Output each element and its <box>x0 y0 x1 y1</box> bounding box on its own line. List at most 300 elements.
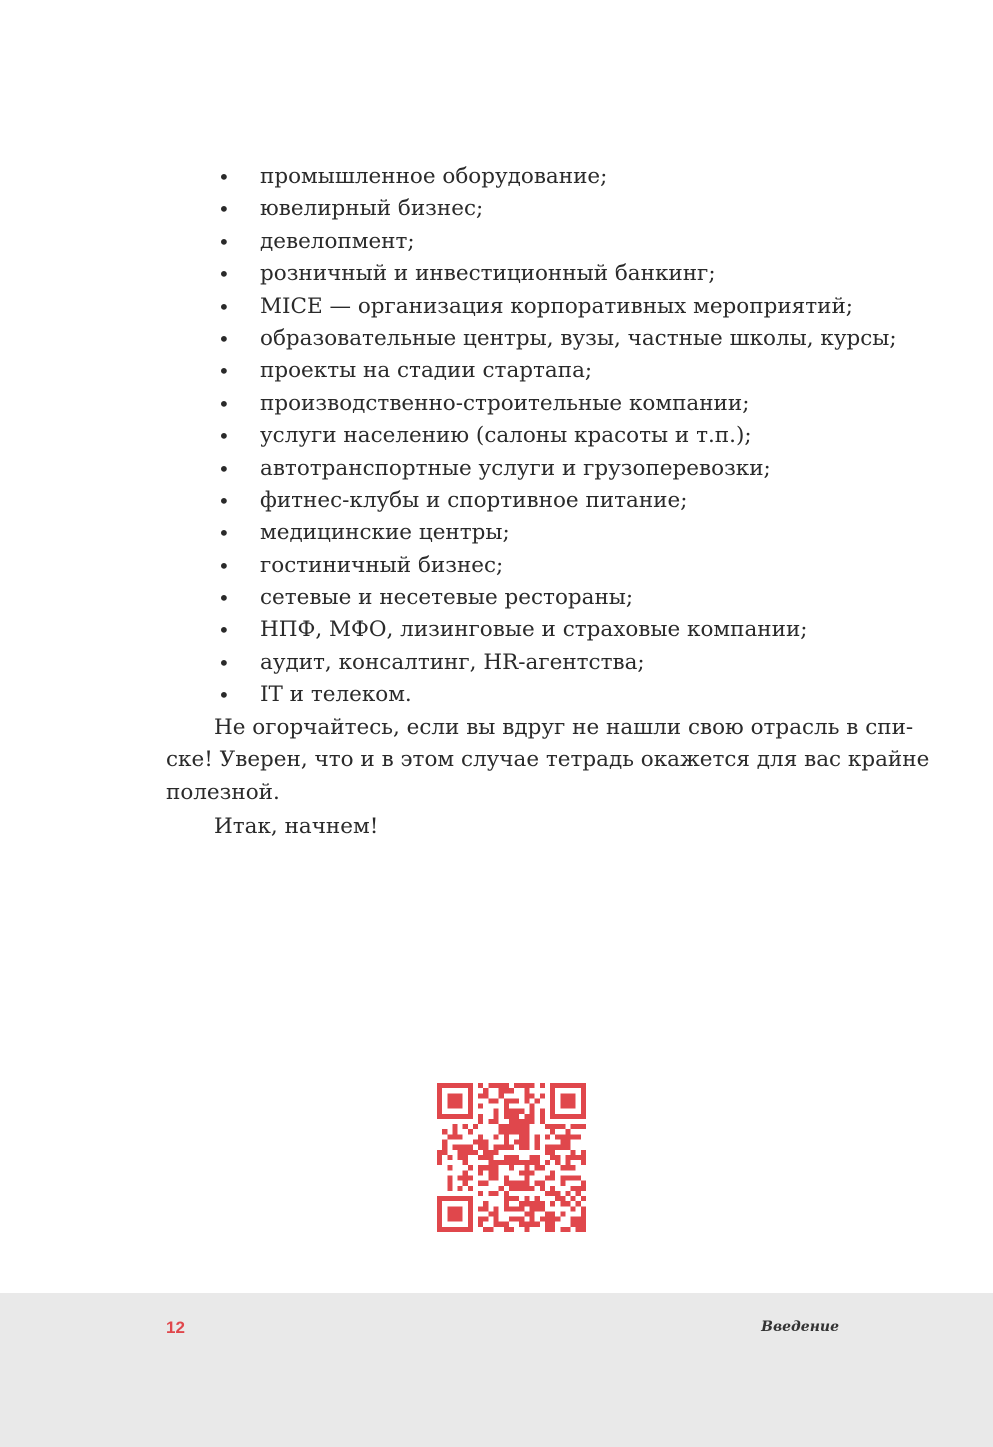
qr-module <box>478 1140 483 1145</box>
qr-module <box>529 1201 534 1206</box>
qr-module <box>535 1098 540 1103</box>
qr-module <box>581 1227 586 1232</box>
qr-module <box>524 1088 529 1093</box>
bullet: • <box>218 683 230 708</box>
qr-module <box>504 1201 509 1206</box>
qr-module <box>468 1104 473 1109</box>
qr-module <box>519 1206 524 1211</box>
qr-module <box>560 1104 565 1109</box>
qr-module <box>442 1083 447 1088</box>
qr-module <box>565 1227 570 1232</box>
paragraph-line: полезной. <box>166 779 280 805</box>
qr-module <box>437 1217 442 1222</box>
qr-module <box>581 1088 586 1093</box>
qr-module <box>442 1150 447 1155</box>
qr-module <box>524 1201 529 1206</box>
qr-module <box>560 1196 565 1201</box>
qr-module <box>540 1093 545 1098</box>
qr-module <box>550 1222 555 1227</box>
qr-module <box>514 1217 519 1222</box>
qr-module <box>478 1114 483 1119</box>
qr-module <box>560 1134 565 1139</box>
qr-module <box>509 1181 514 1186</box>
page-number: 12 <box>166 1318 185 1337</box>
qr-module <box>442 1196 447 1201</box>
list-item-text: образовательные центры, вузы, частные школы, курсы; <box>260 325 897 351</box>
qr-module <box>494 1170 499 1175</box>
list-item-text: автотранспортные услуги и грузоперевозки; <box>260 455 771 481</box>
qr-module <box>581 1222 586 1227</box>
qr-module <box>565 1104 570 1109</box>
qr-module <box>452 1083 457 1088</box>
qr-module <box>463 1114 468 1119</box>
qr-module <box>529 1217 534 1222</box>
qr-module <box>581 1206 586 1211</box>
qr-module <box>483 1140 488 1145</box>
bullet: • <box>218 553 230 578</box>
qr-module <box>514 1140 519 1145</box>
bullet: • <box>218 618 230 643</box>
qr-module <box>524 1083 529 1088</box>
qr-module <box>524 1119 529 1124</box>
lets-begin-paragraph <box>166 811 842 843</box>
list-item-text: гостиничный бизнес; <box>260 552 504 578</box>
qr-module <box>560 1098 565 1103</box>
qr-module <box>488 1175 493 1180</box>
qr-module <box>437 1201 442 1206</box>
qr-module <box>540 1165 545 1170</box>
qr-module <box>565 1134 570 1139</box>
list-item-text: сетевые и несетевые рестораны; <box>260 585 634 611</box>
qr-module <box>565 1191 570 1196</box>
qr-module <box>529 1170 534 1175</box>
qr-module <box>581 1181 586 1186</box>
qr-module <box>447 1227 452 1232</box>
qr-module <box>535 1145 540 1150</box>
qr-module <box>576 1217 581 1222</box>
qr-module <box>488 1165 493 1170</box>
bullet: • <box>218 521 230 546</box>
qr-module <box>437 1093 442 1098</box>
qr-module <box>550 1129 555 1134</box>
qr-module <box>483 1181 488 1186</box>
bullet: • <box>218 262 230 287</box>
qr-module <box>494 1175 499 1180</box>
list-item <box>214 582 854 614</box>
qr-module <box>555 1083 560 1088</box>
list-item <box>214 226 854 258</box>
qr-module <box>571 1217 576 1222</box>
bullet: • <box>218 456 230 481</box>
qr-module <box>437 1206 442 1211</box>
qr-module <box>514 1206 519 1211</box>
qr-module <box>437 1160 442 1165</box>
list-item <box>214 193 854 225</box>
qr-module <box>504 1196 509 1201</box>
qr-module <box>463 1160 468 1165</box>
qr-module <box>458 1134 463 1139</box>
paragraph-line: ске! Уверен, что и в этом случае тетрадь окажется для вас крайне <box>166 747 930 773</box>
qr-module <box>571 1186 576 1191</box>
qr-module <box>509 1160 514 1165</box>
qr-module <box>571 1104 576 1109</box>
qr-module <box>504 1109 509 1114</box>
qr-module <box>519 1119 524 1124</box>
qr-module <box>458 1098 463 1103</box>
qr-module <box>478 1119 483 1124</box>
qr-module <box>550 1191 555 1196</box>
qr-module <box>442 1145 447 1150</box>
qr-module <box>581 1098 586 1103</box>
qr-module <box>504 1083 509 1088</box>
qr-module <box>535 1134 540 1139</box>
qr-module <box>447 1155 452 1160</box>
qr-module <box>514 1181 519 1186</box>
qr-module <box>494 1114 499 1119</box>
qr-module <box>545 1227 550 1232</box>
qr-module <box>565 1201 570 1206</box>
qr-module <box>509 1124 514 1129</box>
qr-module <box>463 1124 468 1129</box>
qr-module <box>571 1134 576 1139</box>
bullet: • <box>218 586 230 611</box>
qr-module <box>494 1211 499 1216</box>
qr-module <box>509 1098 514 1103</box>
qr-module <box>509 1155 514 1160</box>
qr-module <box>447 1186 452 1191</box>
qr-module <box>468 1145 473 1150</box>
qr-module <box>545 1222 550 1227</box>
qr-module <box>535 1206 540 1211</box>
qr-module <box>545 1217 550 1222</box>
qr-module <box>494 1222 499 1227</box>
qr-module <box>550 1186 555 1191</box>
qr-module <box>514 1098 519 1103</box>
qr-module <box>550 1124 555 1129</box>
qr-module <box>550 1211 555 1216</box>
qr-module <box>524 1165 529 1170</box>
qr-module <box>494 1150 499 1155</box>
qr-module <box>555 1124 560 1129</box>
qr-module <box>545 1145 550 1150</box>
qr-module <box>529 1104 534 1109</box>
qr-module <box>463 1145 468 1150</box>
qr-module <box>524 1175 529 1180</box>
qr-module <box>514 1124 519 1129</box>
qr-module <box>545 1124 550 1129</box>
list-item <box>214 679 854 711</box>
qr-module <box>550 1114 555 1119</box>
qr-module <box>519 1129 524 1134</box>
qr-module <box>519 1124 524 1129</box>
qr-module <box>499 1129 504 1134</box>
list-item-text: производственно-строительные компании; <box>260 390 750 416</box>
qr-module <box>452 1217 457 1222</box>
qr-module <box>560 1211 565 1216</box>
qr-module <box>581 1217 586 1222</box>
list-item <box>214 614 854 646</box>
qr-module <box>514 1196 519 1201</box>
qr-module <box>452 1124 457 1129</box>
qr-module <box>540 1083 545 1088</box>
list-item-text: медицинские центры; <box>260 520 510 546</box>
qr-module <box>458 1150 463 1155</box>
qr-module <box>458 1145 463 1150</box>
page-footer <box>0 1293 993 1447</box>
qr-module <box>555 1160 560 1165</box>
qr-module <box>555 1217 560 1222</box>
qr-module <box>463 1083 468 1088</box>
qr-module <box>550 1155 555 1160</box>
qr-module <box>494 1145 499 1150</box>
qr-module <box>442 1227 447 1232</box>
qr-module <box>565 1098 570 1103</box>
bullet: • <box>218 359 230 384</box>
qr-module <box>468 1222 473 1227</box>
qr-module <box>437 1196 442 1201</box>
qr-module <box>571 1196 576 1201</box>
qr-module <box>571 1222 576 1227</box>
qr-module <box>452 1206 457 1211</box>
qr-module <box>529 1119 534 1124</box>
qr-module <box>478 1191 483 1196</box>
qr-module <box>458 1155 463 1160</box>
qr-module <box>483 1150 488 1155</box>
qr-module <box>571 1083 576 1088</box>
qr-module <box>519 1083 524 1088</box>
bullet: • <box>218 326 230 351</box>
qr-module <box>560 1140 565 1145</box>
qr-module <box>545 1191 550 1196</box>
list-item <box>214 517 854 549</box>
qr-module <box>555 1155 560 1160</box>
bullet: • <box>218 488 230 513</box>
qr-module <box>504 1129 509 1134</box>
qr-module <box>458 1175 463 1180</box>
qr-module <box>529 1155 534 1160</box>
qr-module <box>571 1175 576 1180</box>
qr-module <box>447 1175 452 1180</box>
qr-module <box>494 1109 499 1114</box>
qr-module <box>504 1181 509 1186</box>
qr-module <box>514 1114 519 1119</box>
qr-module <box>550 1170 555 1175</box>
list-item-text: IT и телеком. <box>260 682 412 708</box>
qr-module <box>478 1217 483 1222</box>
qr-module <box>488 1160 493 1165</box>
qr-module <box>452 1196 457 1201</box>
qr-module <box>545 1150 550 1155</box>
qr-module <box>540 1201 545 1206</box>
qr-module <box>550 1150 555 1155</box>
qr-module <box>478 1093 483 1098</box>
qr-module <box>463 1170 468 1175</box>
qr-module <box>499 1186 504 1191</box>
qr-module <box>437 1083 442 1088</box>
qr-module <box>478 1170 483 1175</box>
qr-module <box>509 1206 514 1211</box>
qr-module <box>519 1217 524 1222</box>
qr-module <box>524 1145 529 1150</box>
qr-module <box>509 1114 514 1119</box>
qr-module <box>571 1114 576 1119</box>
qr-module <box>529 1211 534 1216</box>
qr-module <box>565 1175 570 1180</box>
qr-module <box>514 1083 519 1088</box>
qr-module <box>550 1098 555 1103</box>
qr-module <box>524 1134 529 1139</box>
bullet: • <box>218 294 230 319</box>
qr-module <box>519 1186 524 1191</box>
qr-module <box>458 1196 463 1201</box>
qr-module <box>437 1222 442 1227</box>
qr-module <box>468 1129 473 1134</box>
qr-module <box>447 1217 452 1222</box>
bullet: • <box>218 424 230 449</box>
qr-module <box>509 1165 514 1170</box>
qr-module <box>535 1140 540 1145</box>
qr-module <box>504 1104 509 1109</box>
qr-module <box>468 1083 473 1088</box>
qr-module <box>458 1083 463 1088</box>
qr-module <box>550 1227 555 1232</box>
qr-module <box>504 1145 509 1150</box>
qr-module <box>514 1119 519 1124</box>
qr-module <box>524 1181 529 1186</box>
qr-module <box>458 1206 463 1211</box>
qr-module <box>468 1098 473 1103</box>
qr-module <box>581 1155 586 1160</box>
section-title: Введение <box>761 1319 839 1335</box>
qr-module <box>447 1181 452 1186</box>
qr-module <box>576 1083 581 1088</box>
qr-module <box>560 1145 565 1150</box>
qr-module <box>468 1211 473 1216</box>
qr-module <box>452 1104 457 1109</box>
qr-module <box>463 1196 468 1201</box>
qr-module <box>540 1186 545 1191</box>
qr-module <box>535 1201 540 1206</box>
qr-module <box>468 1088 473 1093</box>
qr-module <box>519 1109 524 1114</box>
qr-module <box>576 1222 581 1227</box>
qr-module <box>499 1222 504 1227</box>
qr-module <box>529 1206 534 1211</box>
qr-module <box>494 1160 499 1165</box>
list-item-text: ювелирный бизнес; <box>260 196 484 222</box>
qr-module <box>463 1181 468 1186</box>
qr-module <box>437 1114 442 1119</box>
list-item-text: аудит, консалтинг, HR-агентства; <box>260 649 645 675</box>
list-item-text: девелопмент; <box>260 228 415 254</box>
qr-module <box>576 1134 581 1139</box>
qr-module <box>504 1124 509 1129</box>
qr-module <box>581 1124 586 1129</box>
qr-module <box>550 1217 555 1222</box>
qr-module <box>447 1114 452 1119</box>
qr-module <box>581 1196 586 1201</box>
bullet: • <box>218 165 230 189</box>
qr-module <box>468 1196 473 1201</box>
qr-module <box>576 1124 581 1129</box>
qr-module <box>463 1175 468 1180</box>
qr-module <box>458 1104 463 1109</box>
qr-module <box>437 1150 442 1155</box>
qr-module <box>519 1134 524 1139</box>
qr-module <box>535 1160 540 1165</box>
qr-module <box>509 1088 514 1093</box>
qr-module <box>458 1227 463 1232</box>
qr-module <box>545 1211 550 1216</box>
qr-module <box>437 1211 442 1216</box>
qr-module <box>576 1114 581 1119</box>
qr-module <box>519 1222 524 1227</box>
qr-module <box>524 1124 529 1129</box>
qr-module <box>478 1181 483 1186</box>
closing-paragraph <box>166 712 930 809</box>
qr-module <box>540 1181 545 1186</box>
qr-module <box>571 1165 576 1170</box>
qr-module <box>488 1098 493 1103</box>
qr-module <box>504 1114 509 1119</box>
qr-module <box>565 1155 570 1160</box>
list-item-text: промышленное оборудование; <box>260 164 608 189</box>
qr-module <box>488 1083 493 1088</box>
qr-module <box>550 1109 555 1114</box>
qr-module <box>452 1114 457 1119</box>
qr-module <box>504 1222 509 1227</box>
qr-module <box>442 1114 447 1119</box>
qr-module <box>524 1227 529 1232</box>
list-item <box>214 550 854 582</box>
qr-module <box>452 1129 457 1134</box>
qr-module <box>447 1165 452 1170</box>
qr-module <box>550 1145 555 1150</box>
qr-module <box>483 1165 488 1170</box>
qr-module <box>560 1201 565 1206</box>
qr-module <box>488 1150 493 1155</box>
qr-module <box>509 1186 514 1191</box>
qr-module <box>581 1109 586 1114</box>
qr-module <box>437 1227 442 1232</box>
qr-module <box>519 1145 524 1150</box>
qr-module <box>478 1165 483 1170</box>
list-item-text: НПФ, МФО, лизинговые и страховые компании; <box>260 617 808 643</box>
list-item <box>214 388 854 420</box>
qr-module <box>571 1124 576 1129</box>
qr-module <box>540 1206 545 1211</box>
bullet: • <box>218 391 230 416</box>
qr-module <box>483 1206 488 1211</box>
qr-module <box>504 1134 509 1139</box>
qr-module <box>535 1222 540 1227</box>
bullet: • <box>218 229 230 254</box>
qr-module <box>535 1181 540 1186</box>
qr-module <box>509 1145 514 1150</box>
qr-module <box>550 1104 555 1109</box>
list-item-text: проекты на стадии стартапа; <box>260 358 593 384</box>
qr-module <box>488 1191 493 1196</box>
qr-module <box>499 1088 504 1093</box>
qr-module <box>483 1201 488 1206</box>
qr-module <box>437 1088 442 1093</box>
qr-module <box>524 1093 529 1098</box>
qr-module <box>560 1165 565 1170</box>
qr-module <box>468 1201 473 1206</box>
qr-module <box>447 1098 452 1103</box>
qr-module <box>555 1145 560 1150</box>
qr-module <box>571 1098 576 1103</box>
